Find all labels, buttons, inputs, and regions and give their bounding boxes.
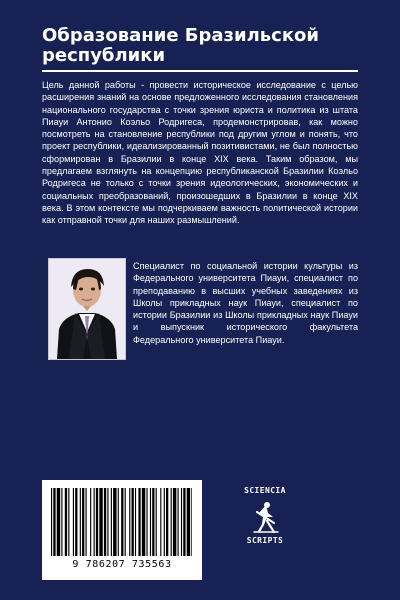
- barcode-bar: [90, 488, 91, 556]
- barcode-bar: [191, 488, 192, 556]
- barcode-bar: [132, 488, 134, 556]
- barcode-bar: [57, 488, 60, 556]
- author-photo: [48, 258, 126, 360]
- barcode-bar: [146, 488, 147, 556]
- barcode-bar: [135, 488, 136, 556]
- barcode-bar: [99, 488, 102, 556]
- barcode-bar: [53, 488, 55, 556]
- author-biography: Специалист по социальной истории культуры из Федерального университета Пиауи, специалист по преподаванию в высших учебных заведениях из Школы прикладных наук Пиауи, специалист по истории Бразилии из Школы прикладных наук Пиауи и выпускник исторического факультета Федерального университета Пиауи.: [133, 261, 358, 345]
- barcode-bar: [51, 488, 52, 556]
- barcode-bar: [164, 488, 165, 556]
- barcode-bar: [82, 488, 84, 556]
- barcode-bar: [125, 488, 126, 556]
- title-underline: [42, 70, 358, 72]
- barcode-bar: [138, 488, 140, 556]
- barcode-bar: [86, 488, 87, 556]
- author-portrait-image: [49, 259, 125, 359]
- isbn-barcode: [42, 480, 202, 580]
- book-abstract: Цель данной работы - провести историческое исследование с целью расширения знаний на основе предложенного исследования становления национального государства с точки зрения юриста и политика из штата Пиауи Антонио Коэльо Родригеса, продемонстрировав, как можно посмотреть на становление республики под другим углом и понять, что проект республики, идеализированный позитивистами, не был полностью сформирован в Бразилии в конце XIX века. Таким образом, мы предлагаем взглянуть на концепцию республиканской Бразилии Коэльо Родригеса не только с точки зрения идеологических, экономических и социальных преобразований, произошедших в Бразилии в конце XIX века. В этом контексте мы подчеркиваем важность политической истории как отправной точки для наших размышлений.: [42, 80, 358, 226]
- barcode-bar: [178, 488, 179, 556]
- barcode-bar: [113, 488, 116, 556]
- barcode-bar: [80, 488, 81, 556]
- barcode-bar: [121, 488, 123, 556]
- book-title: Образование Бразильской республики: [42, 25, 320, 66]
- barcode-graphic: [50, 488, 194, 556]
- barcode-bar: [152, 488, 154, 556]
- barcode-bar: [129, 488, 130, 556]
- barcode-bar: [68, 488, 69, 556]
- barcode-bar: [166, 488, 168, 556]
- publisher-logo: [234, 486, 296, 578]
- barcode-bar: [181, 488, 182, 556]
- barcode-bar: [183, 488, 185, 556]
- barcode-bar: [75, 488, 77, 556]
- barcode-bar: [142, 488, 145, 556]
- barcode-bar: [107, 488, 108, 556]
- barcode-bar: [73, 488, 74, 556]
- barcode-bar: [111, 488, 112, 556]
- isbn-number: 9 786207 735563: [72, 559, 172, 570]
- barcode-bar: [104, 488, 106, 556]
- publisher-logo-figure-icon: [246, 497, 286, 537]
- barcode-bar: [96, 488, 98, 556]
- barcode-bar: [187, 488, 190, 556]
- barcode-bar: [150, 488, 151, 556]
- barcode-bar: [118, 488, 119, 556]
- barcode-bar: [171, 488, 172, 556]
- barcode-bar: [160, 488, 161, 556]
- barcode-bar: [65, 488, 67, 556]
- publisher-name-top: SCIENCIA: [244, 486, 286, 495]
- publisher-name-bottom: SCRIPTS: [246, 536, 284, 545]
- barcode-bar: [94, 488, 95, 556]
- barcode-bar: [61, 488, 62, 556]
- barcode-bar: [173, 488, 176, 556]
- barcode-bar: [156, 488, 157, 556]
